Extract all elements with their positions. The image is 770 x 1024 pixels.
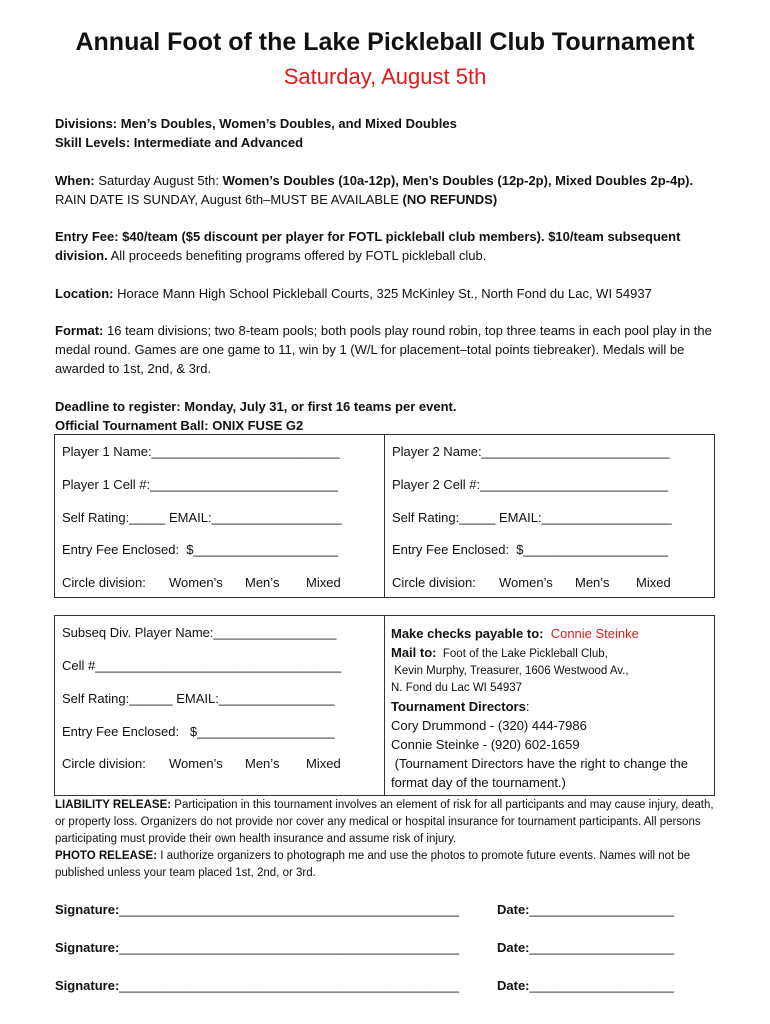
- page-title: Annual Foot of the Lake Pickleball Club Tournament: [75, 28, 695, 56]
- date-field-1[interactable]: [497, 902, 674, 917]
- player-2-rating-email-field[interactable]: Self Rating:_____ EMAIL:__________________: [392, 510, 672, 525]
- division-option-men[interactable]: Men’s: [245, 575, 280, 590]
- when-date: Saturday August 5th:: [94, 173, 223, 188]
- division-option-men[interactable]: Men’s: [575, 575, 610, 590]
- subseq-cell-field[interactable]: Cell #__________________________________: [62, 658, 342, 673]
- page-subtitle: Saturday, August 5th: [283, 64, 487, 89]
- when-label: When:: [55, 173, 95, 188]
- signature-label: Signature:: [55, 978, 120, 993]
- directors-note: (Tournament Directors have the right to change the format day of the tournament.): [391, 756, 692, 790]
- format-paragraph: [55, 321, 725, 378]
- signature-field-3[interactable]: [55, 978, 459, 993]
- when-paragraph: [55, 171, 725, 209]
- liability-release-text: Participation in this tournament involves an element of risk for all participants and may cause injury, death, or property loss. Organizers do not provide nor cover any medical or hospital insurance for tournament participants. All persons participating must provide their own health insurance and assume risk of injury.: [55, 799, 714, 845]
- photo-release: [55, 848, 720, 882]
- directors-colon: :: [525, 699, 530, 714]
- payment-info: [391, 624, 711, 792]
- mail-to-line-3: N. Fond du Lac WI 54937: [391, 682, 523, 694]
- date-line: ____________________: [529, 978, 675, 993]
- player-2-fee-field[interactable]: Entry Fee Enclosed: $____________________: [392, 542, 669, 557]
- checks-payable-line: [391, 624, 711, 643]
- divisions-line: Divisions: Men’s Doubles, Women’s Doubles, and Mixed Doubles: [55, 116, 457, 131]
- mail-to-line-1: Foot of the Lake Pickleball Club,: [442, 648, 608, 660]
- player-1-cell-field[interactable]: Player 1 Cell #:__________________________: [62, 477, 339, 492]
- registration-box: [54, 434, 715, 598]
- payment-info-column: [384, 616, 715, 795]
- division-option-women[interactable]: Women’s: [169, 575, 223, 590]
- entry-fee-rest: All proceeds benefiting programs offered by FOTL pickleball club.: [107, 248, 487, 263]
- date-field-2[interactable]: [497, 940, 674, 955]
- division-option-mixed[interactable]: Mixed: [636, 575, 671, 590]
- mail-to-line-2: Kevin Murphy, Treasurer, 1606 Westwood Av.,: [391, 665, 629, 677]
- when-schedule: Women’s Doubles (10a-12p), Men’s Doubles (12p-2p), Mixed Doubles 2p-4p).: [222, 173, 694, 188]
- player-1-division-options: [62, 575, 382, 593]
- player-2-cell-field[interactable]: Player 2 Cell #:__________________________: [392, 477, 669, 492]
- director-2: Connie Steinke - (920) 602-1659: [391, 737, 580, 752]
- signature-line: _______________________________________________: [119, 940, 460, 955]
- division-option-women[interactable]: Women’s: [169, 756, 223, 771]
- ball-line: Official Tournament Ball: ONIX FUSE G2: [55, 418, 304, 433]
- deadline-line: Deadline to register: Monday, July 31, or first 16 teams per event.: [55, 399, 457, 414]
- directors-heading: [391, 697, 711, 716]
- circle-division-label: Circle division:: [392, 575, 476, 590]
- signature-label: Signature:: [55, 940, 120, 955]
- when-rain-date: RAIN DATE IS SUNDAY, August 6th–MUST BE AVAILABLE: [55, 192, 403, 207]
- skill-levels-line: Skill Levels: Intermediate and Advanced: [55, 135, 304, 150]
- player-1-name-field[interactable]: Player 1 Name:__________________________: [62, 444, 340, 459]
- director-1: Cory Drummond - (320) 444-7986: [391, 718, 587, 733]
- liability-release-label: LIABILITY RELEASE:: [55, 799, 172, 811]
- date-label: Date:: [497, 978, 530, 993]
- subseq-rating-email-field[interactable]: Self Rating:______ EMAIL:________________: [62, 691, 335, 706]
- photo-release-label: PHOTO RELEASE:: [55, 850, 158, 862]
- player-1-column: [55, 435, 385, 597]
- date-line: ____________________: [529, 902, 675, 917]
- no-refunds: (NO REFUNDS): [402, 192, 498, 207]
- location-paragraph: [55, 284, 725, 303]
- date-field-3[interactable]: [497, 978, 674, 993]
- entry-fee-paragraph: [55, 227, 725, 265]
- circle-division-label: Circle division:: [62, 575, 146, 590]
- subseq-division-options: [62, 756, 382, 774]
- signature-field-1[interactable]: [55, 902, 459, 917]
- player-1-fee-field[interactable]: Entry Fee Enclosed: $____________________: [62, 542, 339, 557]
- division-option-men[interactable]: Men’s: [245, 756, 280, 771]
- signature-line: _______________________________________________: [119, 978, 460, 993]
- location-label: Location:: [55, 286, 114, 301]
- photo-release-text: I authorize organizers to photograph me and use the photos to promote future events. Names will not be published unless your team placed 1st, 2nd, or 3rd.: [55, 850, 691, 879]
- mail-to-line: [391, 644, 711, 663]
- player-2-division-options: [392, 575, 712, 593]
- division-option-mixed[interactable]: Mixed: [306, 756, 341, 771]
- subsequent-division-box: [54, 615, 715, 796]
- subseq-player-name-field[interactable]: Subseq Div. Player Name:_________________: [62, 625, 337, 640]
- signature-label: Signature:: [55, 902, 120, 917]
- liability-release: [55, 797, 720, 848]
- checks-payable-name: Connie Steinke: [550, 626, 639, 641]
- player-2-name-field[interactable]: Player 2 Name:__________________________: [392, 444, 670, 459]
- mail-to-label: Mail to:: [391, 645, 437, 660]
- signature-field-2[interactable]: [55, 940, 459, 955]
- date-label: Date:: [497, 940, 530, 955]
- directors-label: Tournament Directors: [391, 699, 526, 714]
- checks-payable-label: Make checks payable to:: [391, 626, 544, 641]
- format-label: Format:: [55, 323, 104, 338]
- player-2-column: [384, 435, 715, 597]
- entry-fee-bold: Entry Fee: $40/team ($5 discount per player for FOTL pickleball club members). $10/team subsequent division.: [55, 229, 681, 263]
- division-option-mixed[interactable]: Mixed: [306, 575, 341, 590]
- circle-division-label: Circle division:: [62, 756, 146, 771]
- signature-line: _______________________________________________: [119, 902, 460, 917]
- division-option-women[interactable]: Women’s: [499, 575, 553, 590]
- subsequent-division-column: [55, 616, 385, 795]
- date-line: ____________________: [529, 940, 675, 955]
- format-text: 16 team divisions; two 8-team pools; both pools play round robin, top three teams in each pool play in the medal round. Games are one game to 11, win by 1 (W/L for placement–total points tiebreaker). Medals will be awarded to 1st, 2nd, & 3rd.: [55, 323, 712, 376]
- subseq-fee-field[interactable]: Entry Fee Enclosed: $___________________: [62, 724, 335, 739]
- date-label: Date:: [497, 902, 530, 917]
- location-text: Horace Mann High School Pickleball Courts, 325 McKinley St., North Fond du Lac, WI 54937: [113, 286, 652, 301]
- player-1-rating-email-field[interactable]: Self Rating:_____ EMAIL:__________________: [62, 510, 342, 525]
